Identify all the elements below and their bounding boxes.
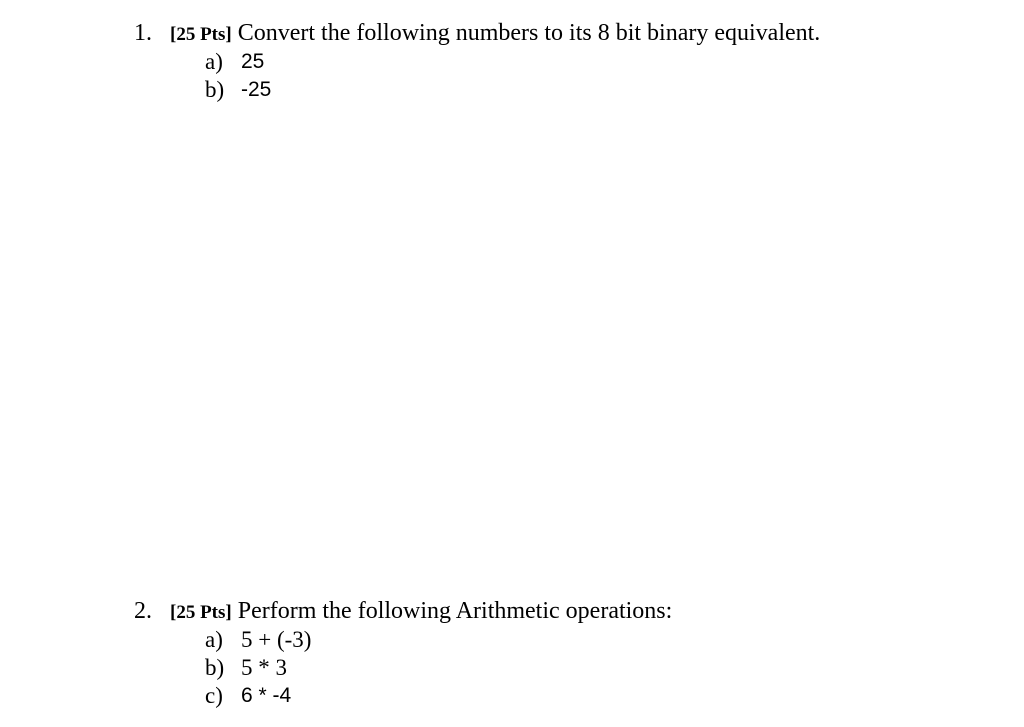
- sub-question-letter: c): [205, 683, 223, 708]
- sub-question: [0, 76, 1024, 104]
- sub-question-letter: b): [205, 655, 225, 680]
- question-1: [0, 18, 1024, 104]
- sub-question-value: -25: [241, 78, 272, 101]
- sub-question-list: [0, 626, 1024, 710]
- sub-question-value: 6 * -4: [241, 684, 292, 707]
- sub-question-value: 25: [241, 50, 265, 73]
- sub-question-letter: b): [205, 77, 225, 102]
- question-2: [0, 596, 1024, 710]
- question-1-header: [0, 18, 1024, 48]
- sub-question: [0, 654, 1024, 682]
- sub-question: [0, 48, 1024, 76]
- question-text: Perform the following Arithmetic operations:: [237, 598, 673, 624]
- sub-question: [0, 626, 1024, 654]
- question-number: 2.: [134, 598, 152, 624]
- question-2-header: [0, 596, 1024, 626]
- points-label: [25 Pts]: [170, 24, 232, 45]
- question-text: Convert the following numbers to its 8 bit binary equivalent.: [237, 20, 821, 46]
- sub-question-value: 5 + (-3): [241, 627, 312, 652]
- question-prompt: [170, 18, 820, 50]
- sub-question-letter: a): [205, 49, 223, 74]
- question-number: 1.: [134, 20, 152, 46]
- points-label: [25 Pts]: [170, 602, 232, 623]
- question-prompt: [170, 596, 672, 628]
- sub-question-letter: a): [205, 627, 223, 652]
- sub-question-list: [0, 48, 1024, 104]
- sub-question: [0, 682, 1024, 710]
- sub-question-value: 5 * 3: [241, 655, 287, 680]
